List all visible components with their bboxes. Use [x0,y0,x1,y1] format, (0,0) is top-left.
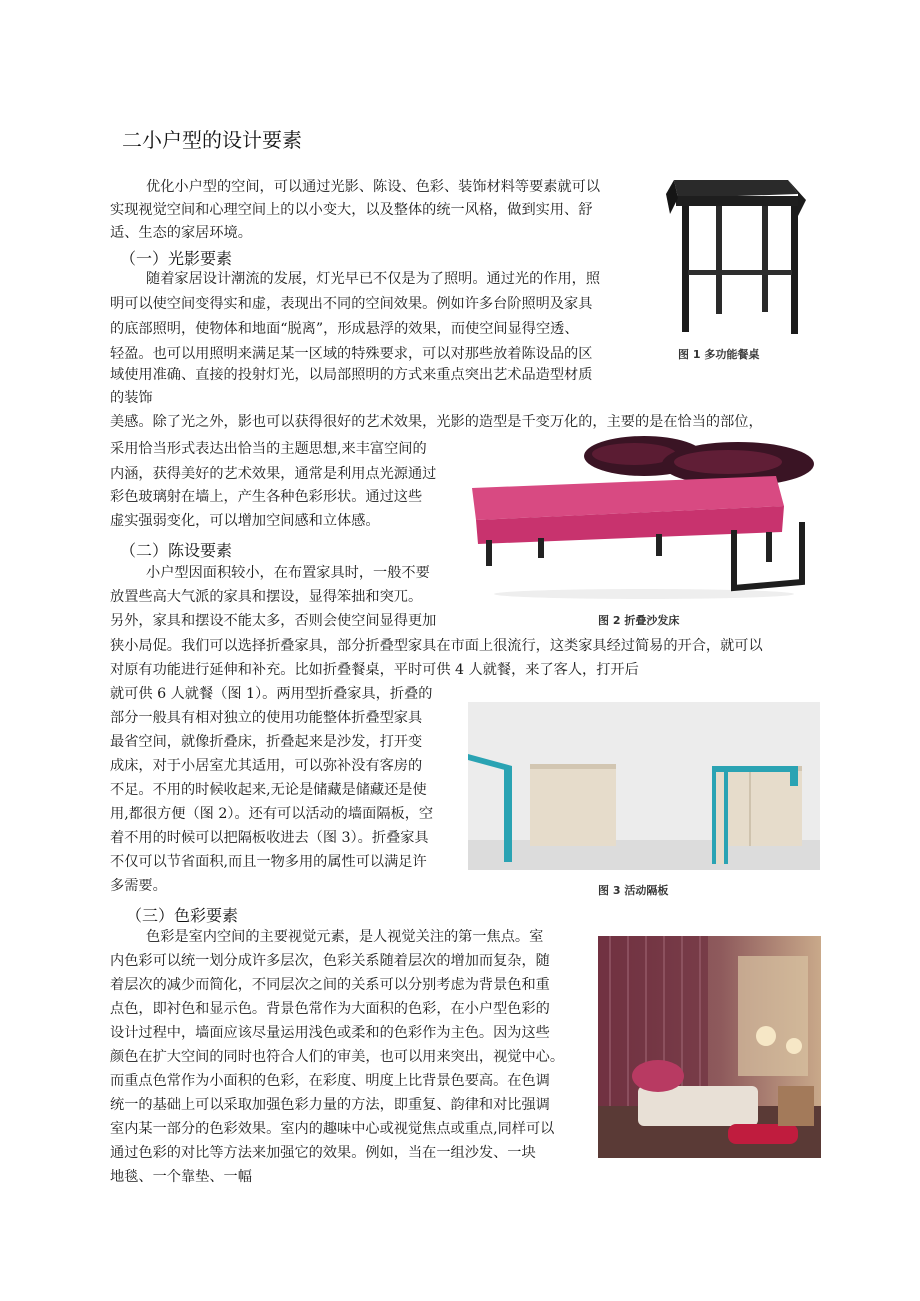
figure-interior-photo [598,936,821,1158]
text-line: 室内某一部分的色彩效果。室内的趣味中心或视觉焦点或重点,同样可以 [110,1121,555,1137]
text-line: 小户型因面积较小，在布置家具时，一般不要 [146,565,430,581]
heading-furnish: （二）陈设要素 [120,541,233,560]
section-title: 二小户型的设计要素 [122,128,302,152]
text-line: 点色，即衬色和显示色。背景色常作为大面积的色彩，在小户型色彩的 [110,1001,550,1017]
text-line: 多需要。 [110,878,167,894]
figure-folding-table [648,172,810,342]
figure-1-caption: 图 1 多功能餐桌 [678,348,760,361]
text-line: 另外，家具和摆设不能太多，否则会使空间显得更加 [110,613,437,629]
text-line: 着不用的时候可以把隔板收进去（图 3）。折叠家具 [110,830,429,846]
heading-light: （一）光影要素 [120,249,233,268]
figure-3-caption: 图 3 活动隔板 [598,884,669,897]
text-line: 对原有功能进行延伸和补充。比如折叠餐桌，平时可供 4 人就餐，来了客人，打开后 [110,662,639,678]
text-line: 最省空间，就像折叠床，折叠起来是沙发，打开变 [110,734,423,750]
text-line: 的装饰 [110,390,153,406]
figure-2-caption: 图 2 折叠沙发床 [598,614,680,627]
text-line: 采用恰当形式表达出恰当的主题思想,来丰富空间的 [110,441,427,457]
text-line: 狭小局促。我们可以选择折叠家具，部分折叠型家具在市面上很流行，这类家具经过简易的开合，就可以 [110,638,763,654]
text-line: 轻盈。也可以用照明来满足某一区域的特殊要求，可以对那些放着陈设品的区 [110,346,593,362]
sofa-bed-illustration [466,432,821,602]
text-line: 成床，对于小居室尤其适用，可以弥补没有客房的 [110,758,423,774]
text-line: 内涵，获得美好的艺术效果，通常是利用点光源通过 [110,466,437,482]
intro-line: 优化小户型的空间，可以通过光影、陈设、色彩、装饰材料等要素就可以 [146,179,601,195]
text-line: 统一的基础上可以采取加强色彩力量的方法，即重复、韵律和对比强调 [110,1097,550,1113]
text-line: 明可以使空间变得实和虚，表现出不同的空间效果。例如许多台阶照明及家具 [110,296,593,312]
intro-line: 适、生态的家居环境。 [110,225,252,241]
text-line: 的底部照明，使物体和地面“脱离”，形成悬浮的效果，而使空间显得空透、 [110,321,579,337]
text-line: 彩色玻璃射在墙上，产生各种色彩形状。通过这些 [110,489,423,505]
text-line: 不仅可以节省面积,而且一物多用的属性可以满足许 [110,854,427,870]
text-line: 着层次的减少而简化，不同层次之间的关系可以分别考虑为背景色和重 [110,977,550,993]
text-line: 地毯、一个靠垫、一幅 [110,1169,252,1185]
text-line: 随着家居设计潮流的发展，灯光早已不仅是为了照明。通过光的作用，照 [146,271,601,287]
figure-sofa-bed [466,432,821,602]
intro-line: 实现视觉空间和心理空间上的以小变大，以及整体的统一风格，做到实用、舒 [110,202,593,218]
text-line: 虚实强弱变化，可以增加空间感和立体感。 [110,513,380,529]
text-line: 美感。除了光之外，影也可以获得很好的艺术效果，光影的造型是千变万化的，主要的是在恰当的部位， [110,414,763,430]
interior-illustration [598,936,821,1158]
text-line: 不足。不用的时候收起来,无论是储藏是储藏还是使 [110,782,427,798]
text-line: 设计过程中，墙面应该尽量运用浅色或柔和的色彩作为主色。因为这些 [110,1025,550,1041]
text-line: 颜色在扩大空间的同时也符合人们的审美，也可以用来突出，视觉中心。 [110,1049,565,1065]
text-line: 通过色彩的对比等方法来加强它的效果。例如，当在一组沙发、一块 [110,1145,536,1161]
partition-illustration [468,702,820,870]
heading-color: （三）色彩要素 [126,906,239,925]
folding-table-illustration [648,172,810,342]
text-line: 内色彩可以统一划分成许多层次，色彩关系随着层次的增加而复杂，随 [110,953,550,969]
text-line: 放置些高大气派的家具和摆设，显得笨拙和突兀。 [110,589,423,605]
figure-partition [468,702,820,870]
text-line: 用,都很方便（图 2）。还有可以活动的墙面隔板，空 [110,806,434,822]
text-line: 就可供 6 人就餐（图 1）。两用型折叠家具，折叠的 [110,686,433,702]
text-line: 色彩是室内空间的主要视觉元素，是人视觉关注的第一焦点。室 [146,929,544,945]
text-line: 部分一般具有相对独立的使用功能整体折叠型家具 [110,710,423,726]
text-line: 域使用准确、直接的投射灯光，以局部照明的方式来重点突出艺术品造型材质 [110,367,593,383]
text-line: 而重点色常作为小面积的色彩，在彩度、明度上比背景色要高。在色调 [110,1073,550,1089]
